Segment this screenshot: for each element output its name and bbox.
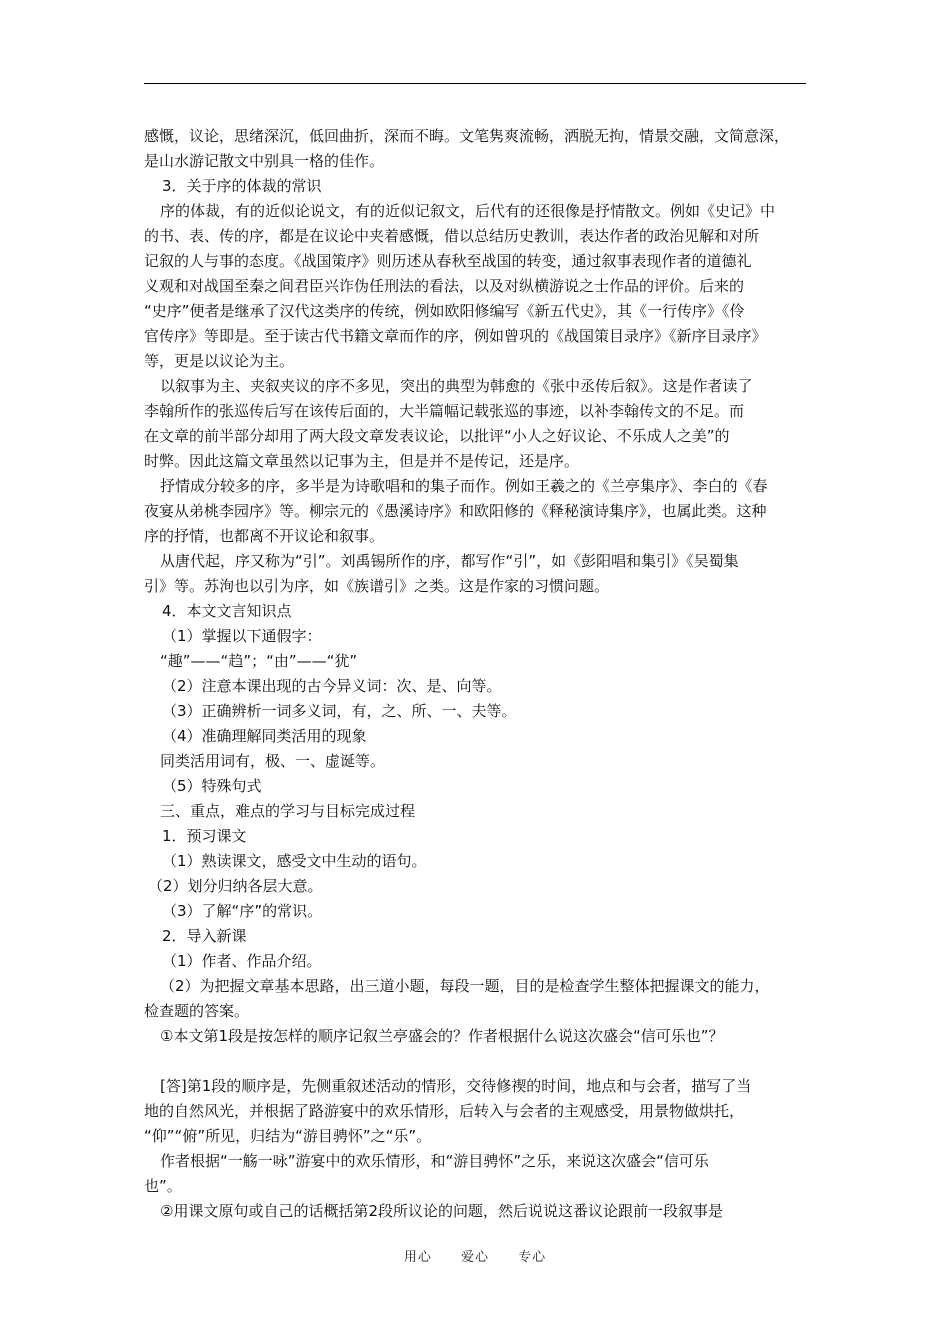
text-line: ②用课文原句或自己的话概括第2段所议论的问题，然后说说这番议论跟前一段叙事是	[160, 1202, 723, 1220]
text-line: 地的自然风光，并根据了路游宴中的欢乐情形，后转入与会者的主观感受，用景物做烘托，	[144, 1102, 745, 1120]
text-line: 李翰所作的张巡传后写在该传后面的，大半篇幅记载张巡的事迹，以补李翰传文的不足。而	[144, 402, 745, 420]
text-line: 的书、表、传的序，都是在议论中夹着感慨，借以总结历史教训，表达作者的政治见解和对所	[144, 227, 760, 245]
text-line: 1．预习课文	[162, 827, 247, 845]
text-line: 记叙的人与事的态度。《战国策序》则历述从春秋至战国的转变，通过叙事表现作者的道德礼	[144, 252, 752, 270]
text-line: （2）注意本课出现的古今异义词：次、是、向等。	[162, 677, 502, 695]
text-line: 官传序》等即是。至于读古代书籍文章而作的序，例如曾巩的《战国策目录序》《新序目录序》	[144, 327, 767, 345]
text-line: （5）特殊句式	[162, 777, 262, 795]
text-line: （4）准确理解同类活用的现象	[162, 727, 367, 745]
page-footer	[0, 1248, 950, 1268]
footer-text-2: 爱心	[460, 1250, 489, 1265]
text-line: 序的抒情，也都离不开议论和叙事。	[144, 527, 385, 545]
text-line: 以叙事为主、夹叙夹议的序不多见，突出的典型为韩愈的《张中丞传后叙》。这是作者读了	[160, 377, 753, 395]
header-rule	[144, 83, 806, 84]
text-line: （1）掌握以下通假字：	[162, 627, 322, 645]
text-line: 三、重点，难点的学习与目标完成过程	[160, 802, 416, 820]
text-line: （2）划分归纳各层大意。	[148, 877, 323, 895]
text-line: （1）作者、作品介绍。	[162, 952, 322, 970]
footer-text-1: 用心	[403, 1250, 432, 1265]
text-line: （2）为把握文章基本思路，出三道小题，每段一题，目的是检查学生整体把握课文的能力，	[160, 977, 770, 995]
text-line: 在文章的前半部分却用了两大段文章发表议论，以批评“小人之好议论、不乐成人之美”的	[144, 427, 730, 445]
text-line: 同类活用词有，极、一、虚诞等。	[160, 752, 386, 770]
text-line: 时弊。因此这篇文章虽然以记事为主，但是并不是传记，还是序。	[144, 452, 580, 470]
document-body	[144, 124, 819, 1224]
text-line: 义观和对战国至秦之间君臣兴诈伪任刑法的看法，以及对纵横游说之士作品的评价。后来的	[144, 277, 745, 295]
text-line: 感慨，议论，思绪深沉，低回曲折，深而不晦。文笔隽爽流畅，洒脱无拘，情景交融，文简意深，	[144, 127, 790, 145]
text-line: “史序”便者是继承了汉代这类序的传统，例如欧阳修编写《新五代史》，其《一行传序》《伶	[144, 302, 745, 320]
text-line: “仰”“俯”所见，归结为“游目骋怀”之“乐”。	[144, 1127, 432, 1145]
text-line: 从唐代起，序又称为“引”。刘禹锡所作的序，都写作“引”，如《彭阳唱和集引》《吴蜀集	[160, 552, 739, 570]
text-line: 3．关于序的体裁的常识	[162, 177, 322, 195]
text-line: （3）正确辨析一词多义词，有，之、所、一、夫等。	[162, 702, 517, 720]
footer-text-3: 专心	[518, 1250, 547, 1265]
blank-line	[144, 1049, 819, 1074]
text-line: “趣”——“趋”；“由”——“犹”	[160, 652, 358, 670]
text-line: 夜宴从弟桃李园序》等。柳宗元的《愚溪诗序》和欧阳修的《释秘演诗集序》，也属此类。这种	[144, 502, 767, 520]
text-line: 等，更是以议论为主。	[144, 352, 295, 370]
text-line: 检查题的答案。	[144, 1002, 250, 1020]
text-line: 2．导入新课	[162, 927, 247, 945]
text-line: 序的体裁，有的近似论说文，有的近似记叙文，后代有的还很像是抒情散文。例如《史记》中	[160, 202, 776, 220]
text-line: 4．本文文言知识点	[162, 602, 292, 620]
text-line: ①本文第1段是按怎样的顺序记叙兰亭盛会的？作者根据什么说这次盛会“信可乐也”？	[160, 1027, 724, 1045]
text-line: 是山水游记散文中别具一格的佳作。	[144, 152, 385, 170]
text-line: （1）熟读课文，感受文中生动的语句。	[162, 852, 427, 870]
text-line: 引》等。苏洵也以引为序，如《族谱引》之类。这是作家的习惯问题。	[144, 577, 610, 595]
text-line: （3）了解“序”的常识。	[162, 902, 323, 920]
text-line: [答]第1段的顺序是，先侧重叙述活动的情形，交待修禊的时间，地点和与会者，描写了当	[160, 1077, 752, 1095]
text-line: 作者根据“一觞一咏”游宴中的欢乐情形，和“游目骋怀”之乐，来说这次盛会“信可乐	[160, 1152, 709, 1170]
text-line: 也”。	[144, 1177, 182, 1195]
text-line: 抒情成分较多的序，多半是为诗歌唱和的集子而作。例如王羲之的《兰亭集序》、李白的《春	[160, 477, 768, 495]
